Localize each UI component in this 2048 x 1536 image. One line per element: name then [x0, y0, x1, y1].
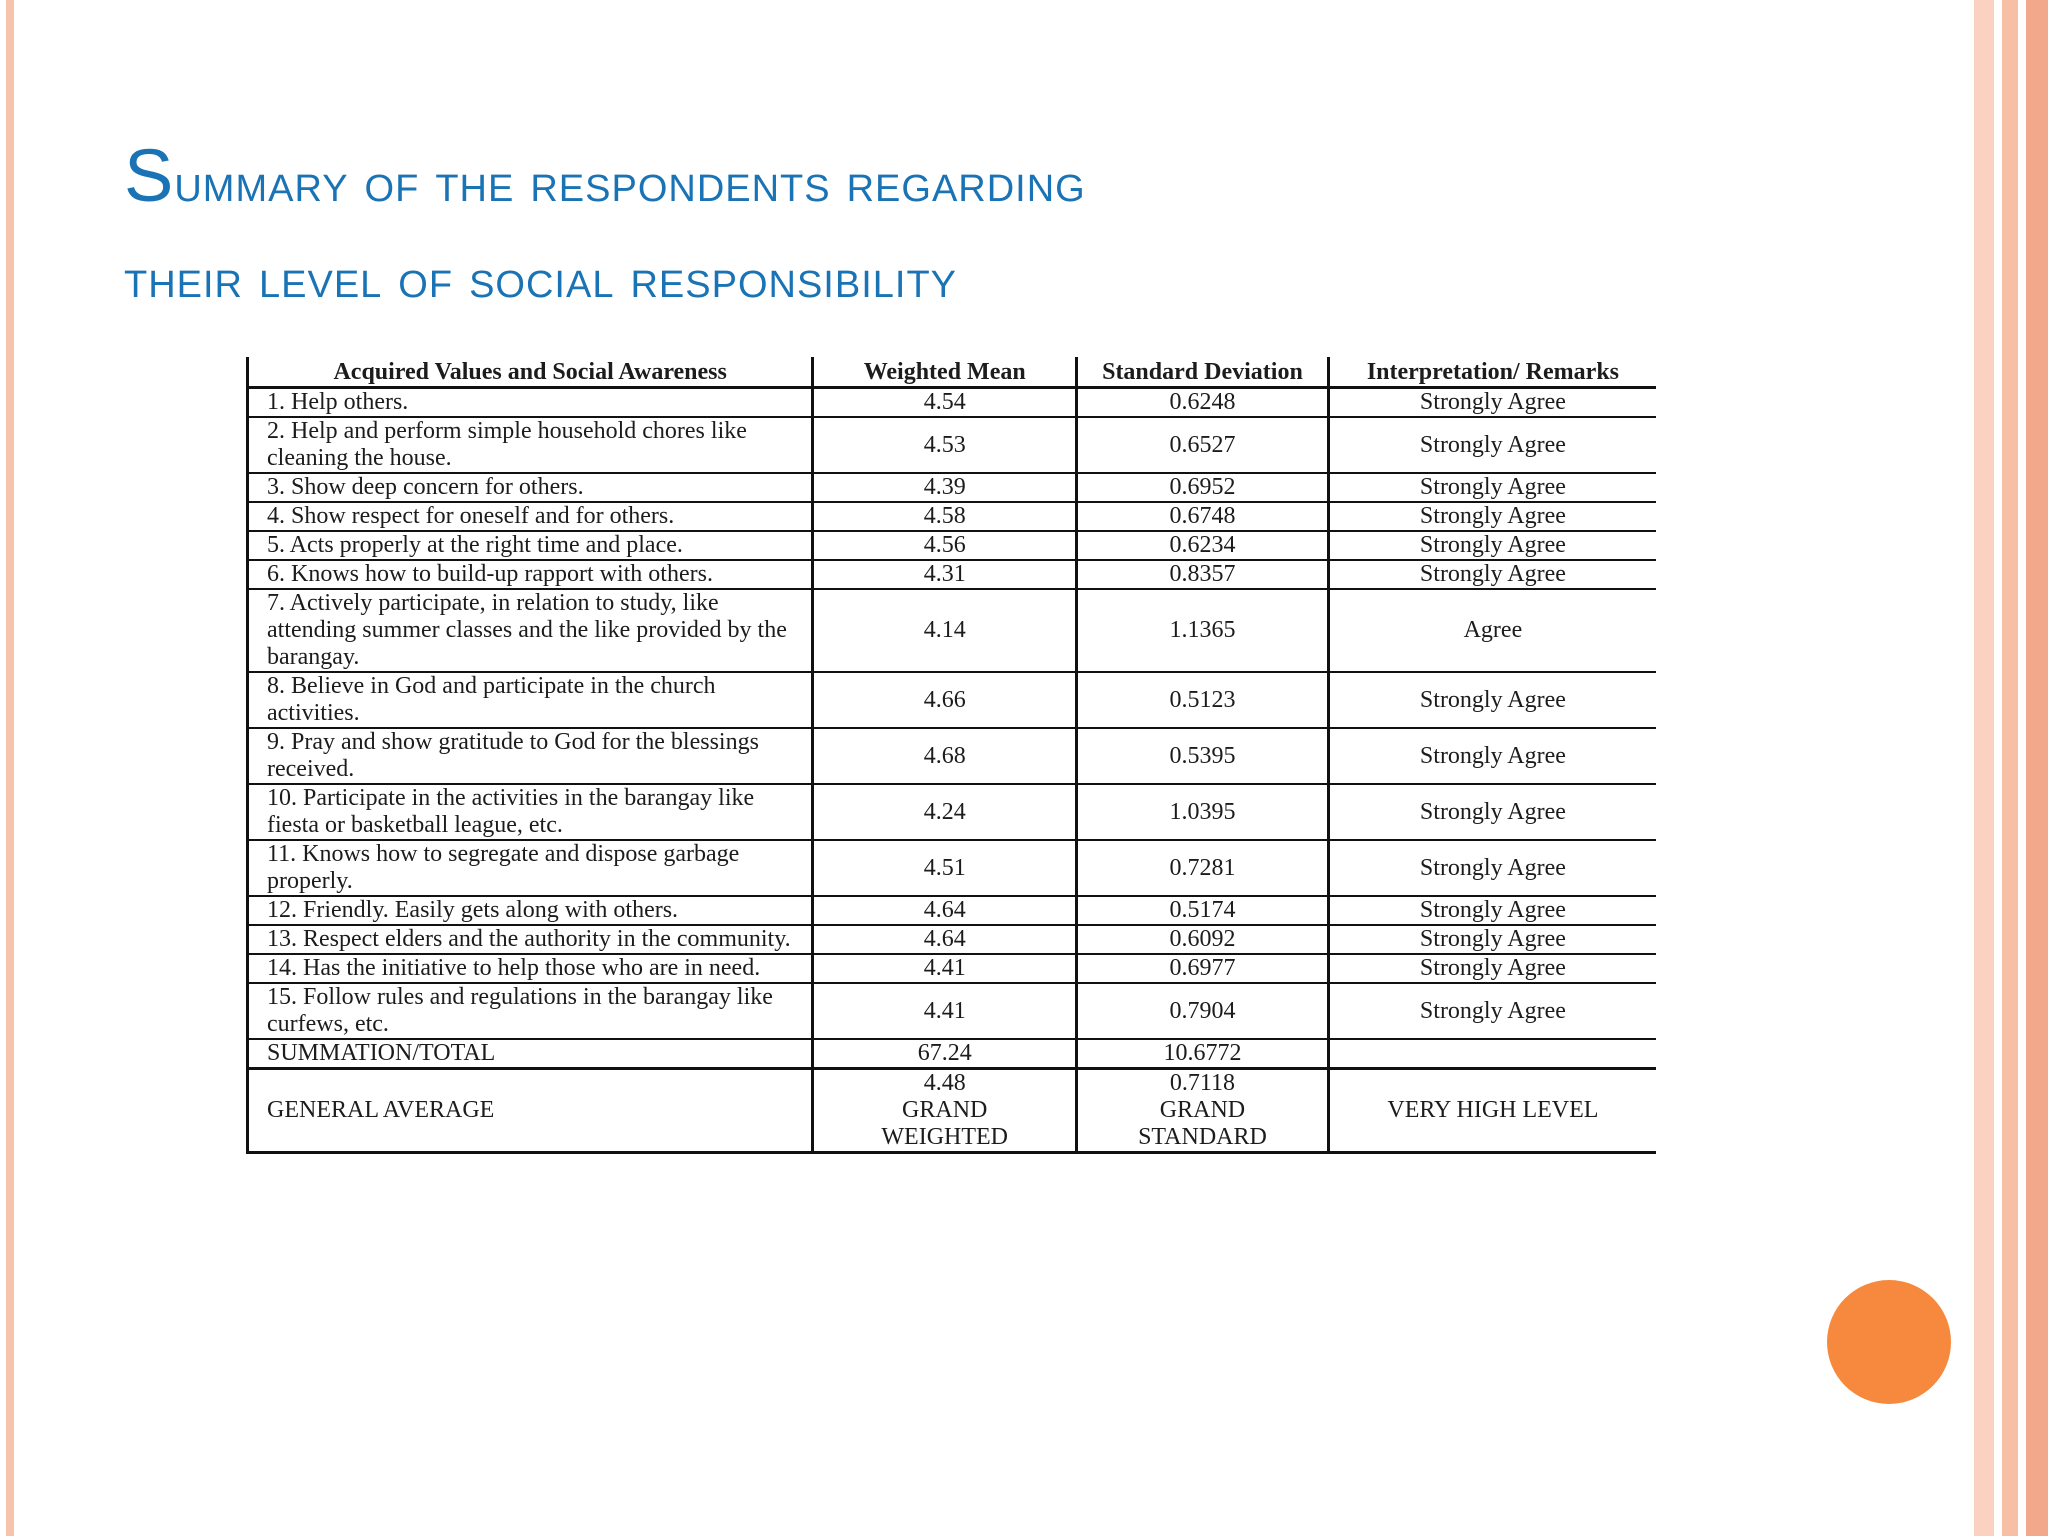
row-standard-deviation: 0.6952	[1077, 473, 1329, 502]
social-responsibility-table	[246, 357, 1656, 1154]
row-remark: Strongly Agree	[1328, 954, 1656, 983]
row-remark: Strongly Agree	[1328, 784, 1656, 840]
table-body	[248, 388, 1657, 1153]
row-remark: Strongly Agree	[1328, 388, 1656, 418]
row-remark: Strongly Agree	[1328, 983, 1656, 1039]
row-description: 2. Help and perform simple household chores like cleaning the house.	[248, 417, 813, 473]
row-weighted-mean: 4.68	[813, 728, 1077, 784]
row-description: 6. Knows how to build-up rapport with others.	[248, 560, 813, 589]
header-remarks: Interpretation/ Remarks	[1328, 357, 1656, 388]
row-weighted-mean: 4.14	[813, 589, 1077, 672]
row-description: 4. Show respect for oneself and for others.	[248, 502, 813, 531]
row-standard-deviation: 0.6748	[1077, 502, 1329, 531]
row-description: 1. Help others.	[248, 388, 813, 418]
table-row	[248, 954, 1657, 983]
general-average-remark: VERY HIGH LEVEL	[1328, 1069, 1656, 1153]
grand-mean-value: 4.48	[923, 1070, 966, 1096]
general-average-label: GENERAL AVERAGE	[248, 1069, 813, 1153]
grand-mean-label-2: WEIGHTED	[881, 1124, 1009, 1150]
summation-mean: 67.24	[813, 1039, 1077, 1069]
row-weighted-mean: 4.66	[813, 672, 1077, 728]
header-standard-deviation: Standard Deviation	[1077, 357, 1329, 388]
row-description: 12. Friendly. Easily gets along with others.	[248, 896, 813, 925]
table-row	[248, 784, 1657, 840]
table-row	[248, 502, 1657, 531]
row-standard-deviation: 0.6977	[1077, 954, 1329, 983]
row-standard-deviation: 0.6092	[1077, 925, 1329, 954]
header-weighted-mean: Weighted Mean	[813, 357, 1077, 388]
row-description: 11. Knows how to segregate and dispose garbage properly.	[248, 840, 813, 896]
row-standard-deviation: 0.8357	[1077, 560, 1329, 589]
summation-remark	[1328, 1039, 1656, 1069]
row-standard-deviation: 0.5395	[1077, 728, 1329, 784]
slide-title-line-2: their level of social responsibility	[124, 249, 958, 309]
row-description: 10. Participate in the activities in the barangay like fiesta or basketball league, etc.	[248, 784, 813, 840]
row-standard-deviation: 0.5123	[1077, 672, 1329, 728]
row-weighted-mean: 4.41	[813, 983, 1077, 1039]
table-row	[248, 560, 1657, 589]
row-remark: Strongly Agree	[1328, 728, 1656, 784]
row-description: 5. Acts properly at the right time and place.	[248, 531, 813, 560]
table-row	[248, 589, 1657, 672]
row-weighted-mean: 4.64	[813, 925, 1077, 954]
table-row	[248, 417, 1657, 473]
row-remark: Strongly Agree	[1328, 672, 1656, 728]
grand-sd-label-1: GRAND	[1159, 1097, 1246, 1123]
row-standard-deviation: 0.7904	[1077, 983, 1329, 1039]
row-standard-deviation: 0.6527	[1077, 417, 1329, 473]
table-row	[248, 388, 1657, 418]
grand-sd-label-2: STANDARD	[1138, 1124, 1267, 1150]
row-weighted-mean: 4.56	[813, 531, 1077, 560]
header-values: Acquired Values and Social Awareness	[248, 357, 813, 388]
row-weighted-mean: 4.64	[813, 896, 1077, 925]
table-row	[248, 925, 1657, 954]
row-weighted-mean: 4.31	[813, 560, 1077, 589]
row-description: 8. Believe in God and participate in the church activities.	[248, 672, 813, 728]
right-decorative-stripes	[1966, 0, 2048, 1536]
row-remark: Agree	[1328, 589, 1656, 672]
row-description: 3. Show deep concern for others.	[248, 473, 813, 502]
table-row	[248, 531, 1657, 560]
general-average-sd	[1077, 1069, 1329, 1153]
row-weighted-mean: 4.39	[813, 473, 1077, 502]
row-description: 15. Follow rules and regulations in the barangay like curfews, etc.	[248, 983, 813, 1039]
row-description: 13. Respect elders and the authority in the community.	[248, 925, 813, 954]
row-remark: Strongly Agree	[1328, 417, 1656, 473]
row-standard-deviation: 0.6234	[1077, 531, 1329, 560]
row-weighted-mean: 4.54	[813, 388, 1077, 418]
grand-mean-label-1: GRAND	[902, 1097, 988, 1123]
row-standard-deviation: 1.1365	[1077, 589, 1329, 672]
row-weighted-mean: 4.24	[813, 784, 1077, 840]
table-row	[248, 896, 1657, 925]
row-weighted-mean: 4.51	[813, 840, 1077, 896]
row-standard-deviation: 0.7281	[1077, 840, 1329, 896]
row-remark: Strongly Agree	[1328, 896, 1656, 925]
row-remark: Strongly Agree	[1328, 502, 1656, 531]
row-remark: Strongly Agree	[1328, 473, 1656, 502]
row-standard-deviation: 0.5174	[1077, 896, 1329, 925]
row-weighted-mean: 4.53	[813, 417, 1077, 473]
left-decorative-border	[0, 0, 24, 1536]
table-row	[248, 473, 1657, 502]
row-description: 9. Pray and show gratitude to God for the blessings received.	[248, 728, 813, 784]
row-standard-deviation: 1.0395	[1077, 784, 1329, 840]
summation-label: SUMMATION/TOTAL	[248, 1039, 813, 1069]
grand-sd-value: 0.7118	[1169, 1070, 1235, 1096]
general-average-mean	[813, 1069, 1077, 1153]
row-standard-deviation: 0.6248	[1077, 388, 1329, 418]
decorative-circle	[1827, 1280, 1951, 1404]
slide-title-line-1: Summary of the respondents regarding	[124, 134, 1086, 217]
table-header-row	[248, 357, 1657, 388]
row-weighted-mean: 4.41	[813, 954, 1077, 983]
row-remark: Strongly Agree	[1328, 925, 1656, 954]
general-average-row	[248, 1069, 1657, 1153]
summation-sd: 10.6772	[1077, 1039, 1329, 1069]
slide-title	[124, 128, 1684, 327]
table-row	[248, 728, 1657, 784]
row-remark: Strongly Agree	[1328, 840, 1656, 896]
table-row	[248, 672, 1657, 728]
row-remark: Strongly Agree	[1328, 560, 1656, 589]
row-description: 7. Actively participate, in relation to study, like attending summer classes and the like provided by the barangay.	[248, 589, 813, 672]
row-remark: Strongly Agree	[1328, 531, 1656, 560]
row-description: 14. Has the initiative to help those who are in need.	[248, 954, 813, 983]
row-weighted-mean: 4.58	[813, 502, 1077, 531]
table-row	[248, 983, 1657, 1039]
summation-row	[248, 1039, 1657, 1069]
table-row	[248, 840, 1657, 896]
